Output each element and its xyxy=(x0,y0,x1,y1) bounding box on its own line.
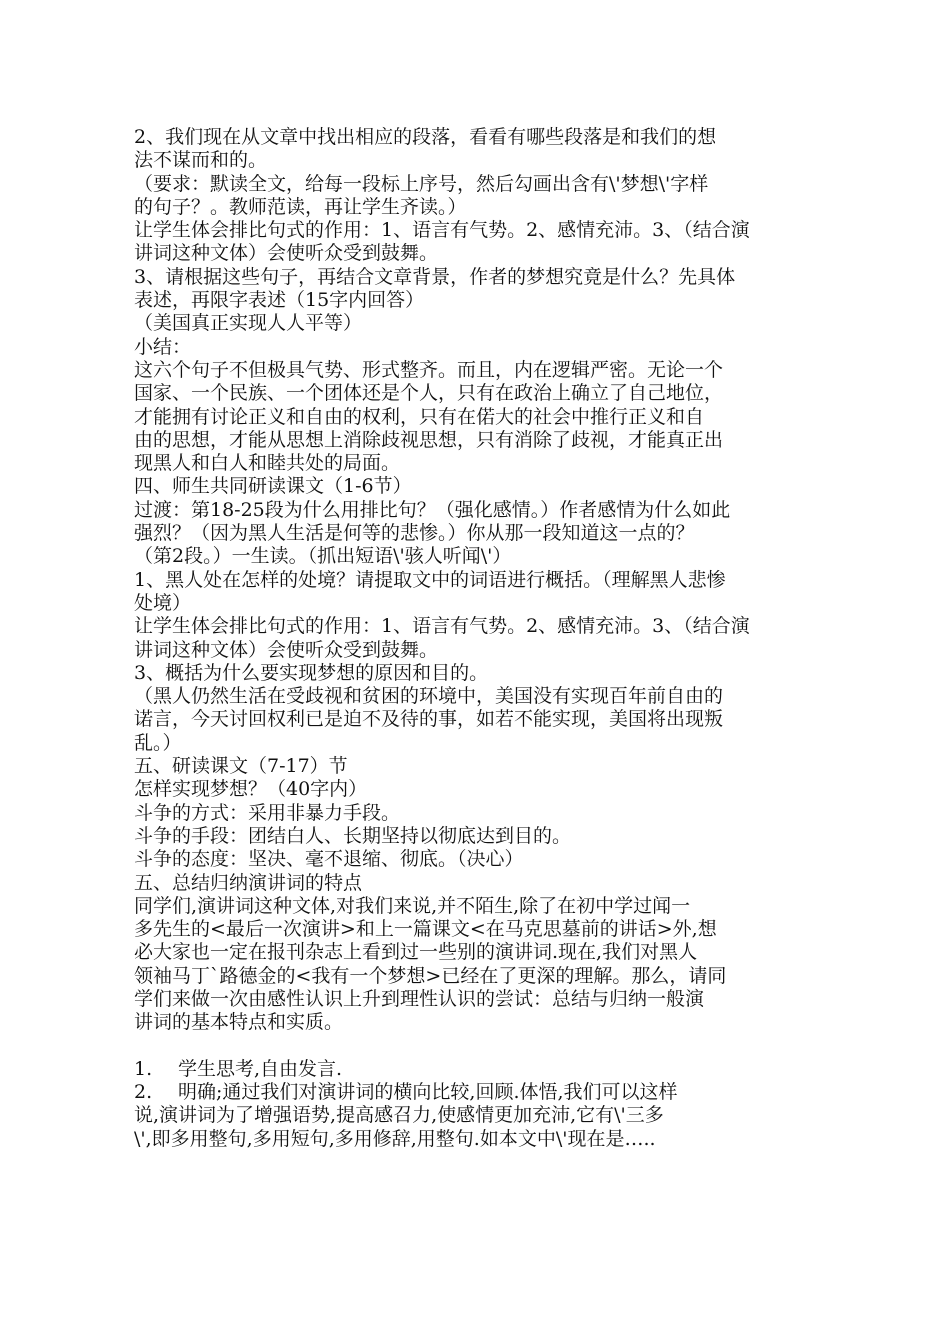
text-line: \',即多用整句,多用短句,多用修辞,用整句.如本文中\'现在是….. xyxy=(134,1127,656,1150)
text-line: 诺言，今天讨回权利已是迫不及待的事，如若不能实现，美国将出现叛 xyxy=(134,708,724,731)
text-line: 斗争的态度：坚决、毫不退缩、彻底。（决心） xyxy=(134,848,524,871)
section-heading: 五、研读课文（7-17）节 xyxy=(134,755,348,778)
text-line: 处境） xyxy=(134,591,192,614)
text-line: 乱。） xyxy=(134,731,182,754)
text-line: 让学生体会排比句式的作用：1、语言有气势。2、感情充沛。3、（结合演 xyxy=(134,615,750,638)
text-line: 学们来做一次由感性认识上升到理性认识的尝试：总结与归纳一般演 xyxy=(134,987,705,1010)
text-line: 3、请根据这些句子，再结合文章背景，作者的梦想究竟是什么？先具体 xyxy=(134,265,736,288)
text-line: 才能拥有讨论正义和自由的权利，只有在偌大的社会中推行正义和自 xyxy=(134,405,705,428)
text-line: （第2段。）一生读。（抓出短语\'骇人听闻\'） xyxy=(134,545,512,568)
text-line: 这六个句子不但极具气势、形式整齐。而且，内在逻辑严密。无论一个 xyxy=(134,358,724,381)
list-item xyxy=(134,1058,824,1081)
text-line: （黑人仍然生活在受歧视和贫困的环境中，美国没有实现百年前自由的 xyxy=(134,685,724,708)
text-line: 过渡：第18-25段为什么用排比句？（强化感情。）作者感情为什么如此 xyxy=(134,498,731,521)
text-line: 斗争的手段：团结白人、长期坚持以彻底达到目的。 xyxy=(134,824,572,847)
section-heading: 五、总结归纳演讲词的特点 xyxy=(134,871,363,894)
document-page xyxy=(134,126,824,1151)
text-line: 现黑人和白人和睦共处的局面。 xyxy=(134,452,401,475)
text-line: 国家、一个民族、一个团体还是个人，只有在政治上确立了自己地位， xyxy=(134,382,724,405)
text-line: 同学们,演讲词这种文体,对我们来说,并不陌生,除了在初中学过闻一 xyxy=(134,894,691,917)
text-line: 2、我们现在从文章中找出相应的段落，看看有哪些段落是和我们的想 xyxy=(134,126,717,148)
text-line: 讲词这种文体）会使听众受到鼓舞。 xyxy=(134,638,439,661)
text-line: 说,演讲词为了增强语势,提高感召力,使感情更加充沛,它有\'三多 xyxy=(134,1104,664,1127)
text-line: 讲词这种文体）会使听众受到鼓舞。 xyxy=(134,242,439,265)
list-item-text: 学生思考,自由发言. xyxy=(178,1057,343,1080)
text-line: 让学生体会排比句式的作用：1、语言有气势。2、感情充沛。3、（结合演 xyxy=(134,219,750,242)
text-line: 斗争的方式：采用非暴力手段。 xyxy=(134,801,401,824)
text-line: 怎样实现梦想？（40字内） xyxy=(134,778,368,801)
text-line: 的句子？。教师范读，再让学生齐读。） xyxy=(134,195,467,218)
text-line: 表述，再限字表述（15字内回答） xyxy=(134,289,425,312)
text-line: （美国真正实现人人平等） xyxy=(134,312,363,335)
text-line: 讲词的基本特点和实质。 xyxy=(134,1011,344,1034)
list-item-number: 1. xyxy=(134,1057,153,1080)
list-item-number: 2. xyxy=(134,1081,153,1104)
text-line: （要求：默读全文，给每一段标上序号，然后勾画出含有\'梦想\'字样 xyxy=(134,172,709,195)
blank-line xyxy=(134,1035,824,1058)
text-line: 3、概括为什么要实现梦想的原因和目的。 xyxy=(134,661,489,684)
list-item-text: 明确;通过我们对演讲词的横向比较,回顾.体悟,我们可以这样 xyxy=(178,1081,678,1104)
text-line: 领袖马丁`路德金的<我有一个梦想>已经在了更深的理解。那么，请同 xyxy=(134,964,727,987)
section-heading: 四、师生共同研读课文（1-6节） xyxy=(134,475,412,498)
section-label: 小结： xyxy=(134,335,192,358)
text-line: 法不谋而和的。 xyxy=(134,149,268,172)
text-line: 多先生的<最后一次演讲>和上一篇课文<在马克思墓前的讲话>外,想 xyxy=(134,918,717,941)
text-line: 强烈？（因为黑人生活是何等的悲惨。）你从那一段知道这一点的？ xyxy=(134,522,695,545)
text-line: 由的思想，才能从思想上消除歧视思想，只有消除了歧视，才能真正出 xyxy=(134,428,724,451)
text-line: 1、黑人处在怎样的处境？请提取文中的词语进行概括。（理解黑人悲惨 xyxy=(134,568,726,591)
text-line: 必大家也一定在报刊杂志上看到过一些别的演讲词.现在,我们对黑人 xyxy=(134,941,698,964)
list-item xyxy=(134,1081,824,1104)
